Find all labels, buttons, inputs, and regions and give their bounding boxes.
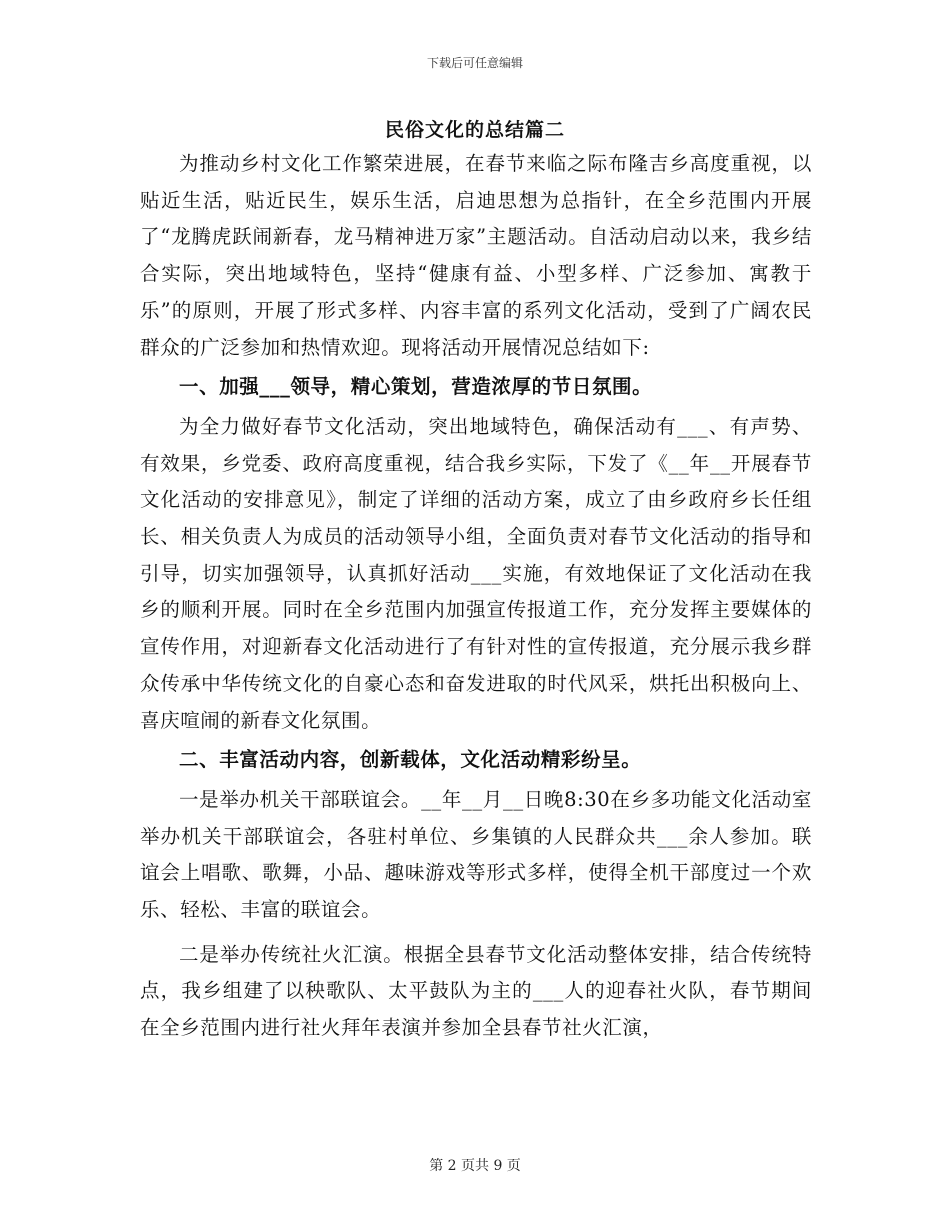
section-1-paragraph: 为全力做好春节文化活动，突出地域特色，确保活动有___、有声势、有效果，乡党委、政府高度重视，结合我乡实际，下发了《__年__开展春节文化活动的安排意见》，制定了详细的活动方案，成立了由乡政府乡长任组长、相关负责人为成员的活动领导小组，全面负责对春节文化活动的指导和引导，切实加强领导，认真抓好活动___实施，有效地保证了文化活动在我乡的顺利开展。同时在全乡范围内加强宣传报道工作，充分发挥主要媒体的宣传作用，对迎新春文化活动进行了有针对性的宣传报道，充分展示我乡群众传承中华传统文化的自豪心态和奋发进取的时代风采，烘托出积极向上、喜庆喧闹的新春文化氛围。 xyxy=(140,414,812,732)
item-2-paragraph: 二是举办传统社火汇演。根据全县春节文化活动整体安排，结合传统特点，我乡组建了以秧歌队、太平鼓队为主的___人的迎春社火队，春节期间在全乡范围内进行社火拜年表演并参加全县春节社火汇演， xyxy=(140,942,812,1040)
document-body xyxy=(140,146,812,1047)
intro-paragraph: 为推动乡村文化工作繁荣进展，在春节来临之际布隆吉乡高度重视，以贴近生活，贴近民生，娱乐生活，启迪思想为总指针，在全乡范围内开展了“龙腾虎跃闹新春，龙马精神进万家”主题活动。自活动启动以来，我乡结合实际，突出地域特色，坚持“健康有益、小型多样、广泛参加、寓教于乐”的原则，开展了形式多样、内容丰富的系列文化活动，受到了广阔农民群众的广泛参加和热情欢迎。现将活动开展情况总结如下: xyxy=(140,152,812,359)
item-1-paragraph: 一是举办机关干部联谊会。__年__月__日晚8:30在乡多功能文化活动室举办机关干部联谊会，各驻村单位、乡集镇的人民群众共___余人参加。联谊会上唱歌、歌舞，小品、趣味游戏等形式多样，使得全机干部度过一个欢乐、轻松、丰富的联谊会。 xyxy=(140,787,812,922)
header-note: 下载后可任意编辑 xyxy=(426,56,523,70)
section-heading-1: 一、加强___领导，精心策划，营造浓厚的节日氛围。 xyxy=(179,375,653,399)
document-title: 民俗文化的总结篇二 xyxy=(384,119,565,141)
section-heading-2: 二、丰富活动内容，创新载体，文化活动精彩纷呈。 xyxy=(179,748,642,772)
page-footer: 第 2 页共 9 页 xyxy=(429,1158,521,1174)
